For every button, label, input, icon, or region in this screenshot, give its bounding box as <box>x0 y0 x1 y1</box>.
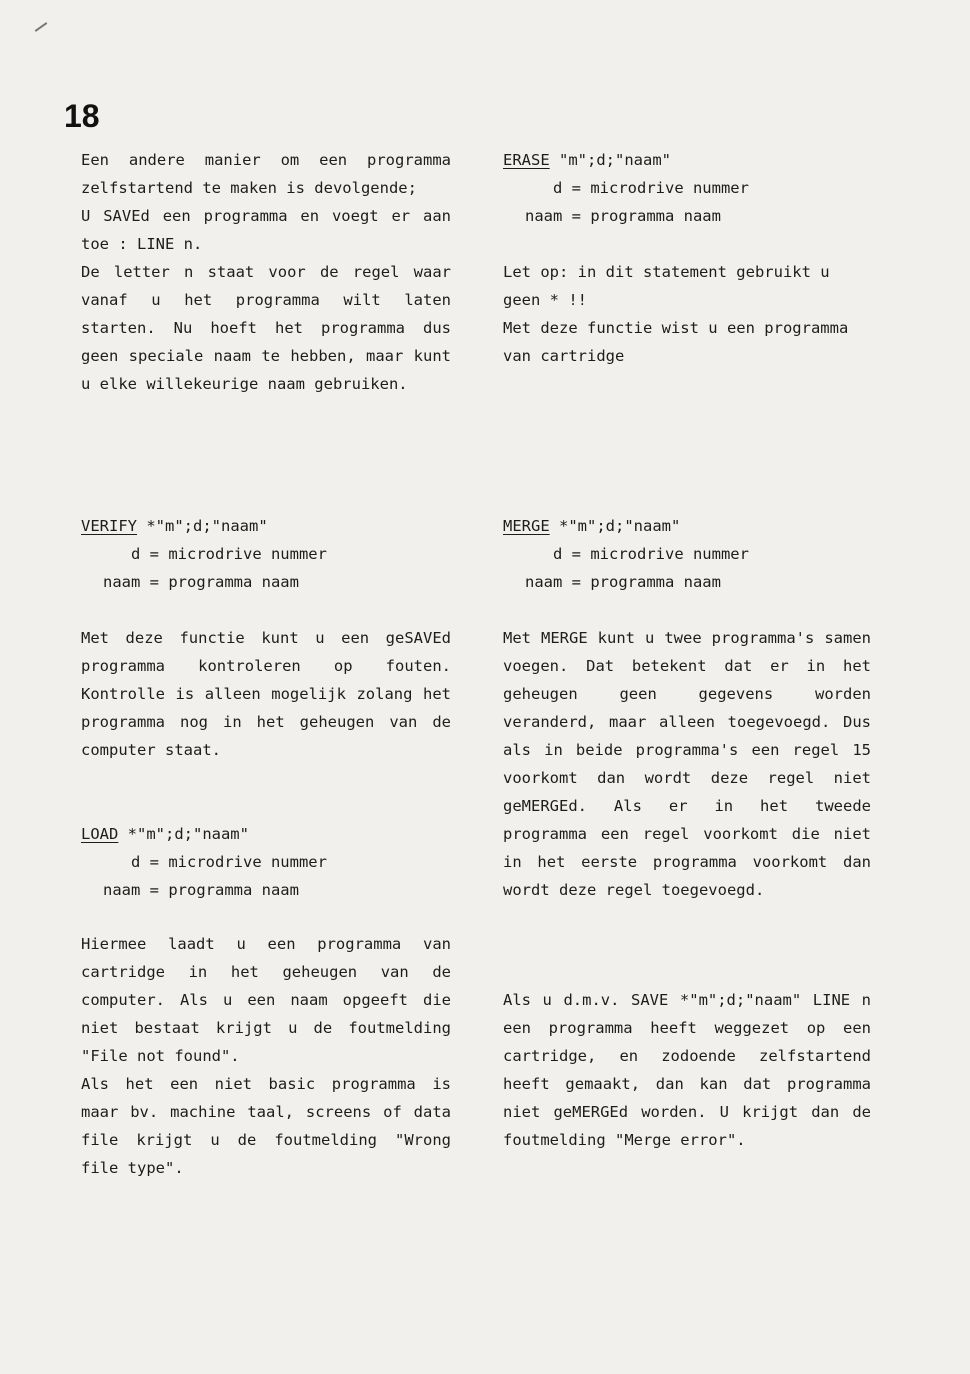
load-description-1: Hiermee laadt u een programma van cartridge in het geheugen van de computer. Als u een naam opgeeft die niet bestaat krijgt u de foutmelding "File not found". <box>81 935 451 1065</box>
erase-syntax <box>503 146 871 174</box>
pen-mark <box>35 22 48 32</box>
erase-notes <box>503 258 871 370</box>
page-number: 18 <box>64 98 100 134</box>
verify-param-d: d = microdrive nummer <box>131 545 327 563</box>
merge-section <box>503 512 871 596</box>
load-param-d: d = microdrive nummer <box>131 853 327 871</box>
load-param-naam: naam = programma naam <box>103 881 299 899</box>
erase-args: "m";d;"naam" <box>549 151 671 169</box>
erase-description: Met deze functie wist u een programma van cartridge <box>503 319 849 365</box>
load-syntax <box>81 820 451 848</box>
merge-param-naam: naam = programma naam <box>525 573 721 591</box>
erase-section <box>503 146 871 230</box>
verify-description: Met deze functie kunt u een geSAVEd programma kontroleren op fouten. Kontrolle is alleen mogelijk zolang het programma nog in het geheugen van de computer staat. <box>81 629 451 759</box>
merge-syntax <box>503 512 871 540</box>
intro-paragraph-2: U SAVEd een programma en voegt er aan toe : LINE n. <box>81 207 451 253</box>
merge-param-d: d = microdrive nummer <box>553 545 749 563</box>
merge-args: *"m";d;"naam" <box>549 517 681 535</box>
intro-paragraph-1: Een andere manier om een programma zelfstartend te maken is devolgende; <box>81 151 451 197</box>
merge-description-block <box>503 624 871 904</box>
verify-args: *"m";d;"naam" <box>137 517 268 535</box>
erase-param-d: d = microdrive nummer <box>553 179 749 197</box>
verify-keyword: VERIFY <box>81 517 137 535</box>
load-section <box>81 820 451 904</box>
merge-description: Met MERGE kunt u twee programma's samen voegen. Dat betekent dat er in het geheugen geen gegevens worden veranderd, maar alleen toegevoegd. Dus als in beide programma's een regel 15 voorkomt dan wordt deze regel niet geMERGEd. Als er in het tweede programma een regel voorkomt die niet in het eerste programma voorkomt dan wordt deze regel toegevoegd. <box>503 629 871 899</box>
erase-keyword: ERASE <box>503 151 550 169</box>
load-keyword: LOAD <box>81 825 119 843</box>
verify-param-naam: naam = programma naam <box>103 573 299 591</box>
verify-section <box>81 512 451 596</box>
verify-description-block <box>81 624 451 764</box>
merge-description-2-block <box>503 986 871 1154</box>
erase-note: Let op: in dit statement gebruikt u geen * !! <box>503 263 830 309</box>
intro-paragraph-3: De letter n staat voor de regel waar vanaf u het programma wilt laten starten. Nu hoeft het programma dus geen speciale naam te hebben, maar kunt u elke willekeurige naam gebruiken. <box>81 263 451 393</box>
load-description-block <box>81 930 451 1182</box>
verify-syntax <box>81 512 451 540</box>
load-description-2: Als het een niet basic programma is maar bv. machine taal, screens of data file krijgt u de foutmelding "Wrong file type". <box>81 1075 451 1177</box>
erase-param-naam: naam = programma naam <box>525 207 721 225</box>
intro-section <box>81 146 451 398</box>
merge-description-2: Als u d.m.v. SAVE *"m";d;"naam" LINE n een programma heeft weggezet op een cartridge, en zodoende zelfstartend heeft gemaakt, dan kan dat programma niet geMERGEd worden. U krijgt dan de foutmelding "Merge error". <box>503 991 871 1149</box>
merge-keyword: MERGE <box>503 517 550 535</box>
load-args: *"m";d;"naam" <box>118 825 249 843</box>
